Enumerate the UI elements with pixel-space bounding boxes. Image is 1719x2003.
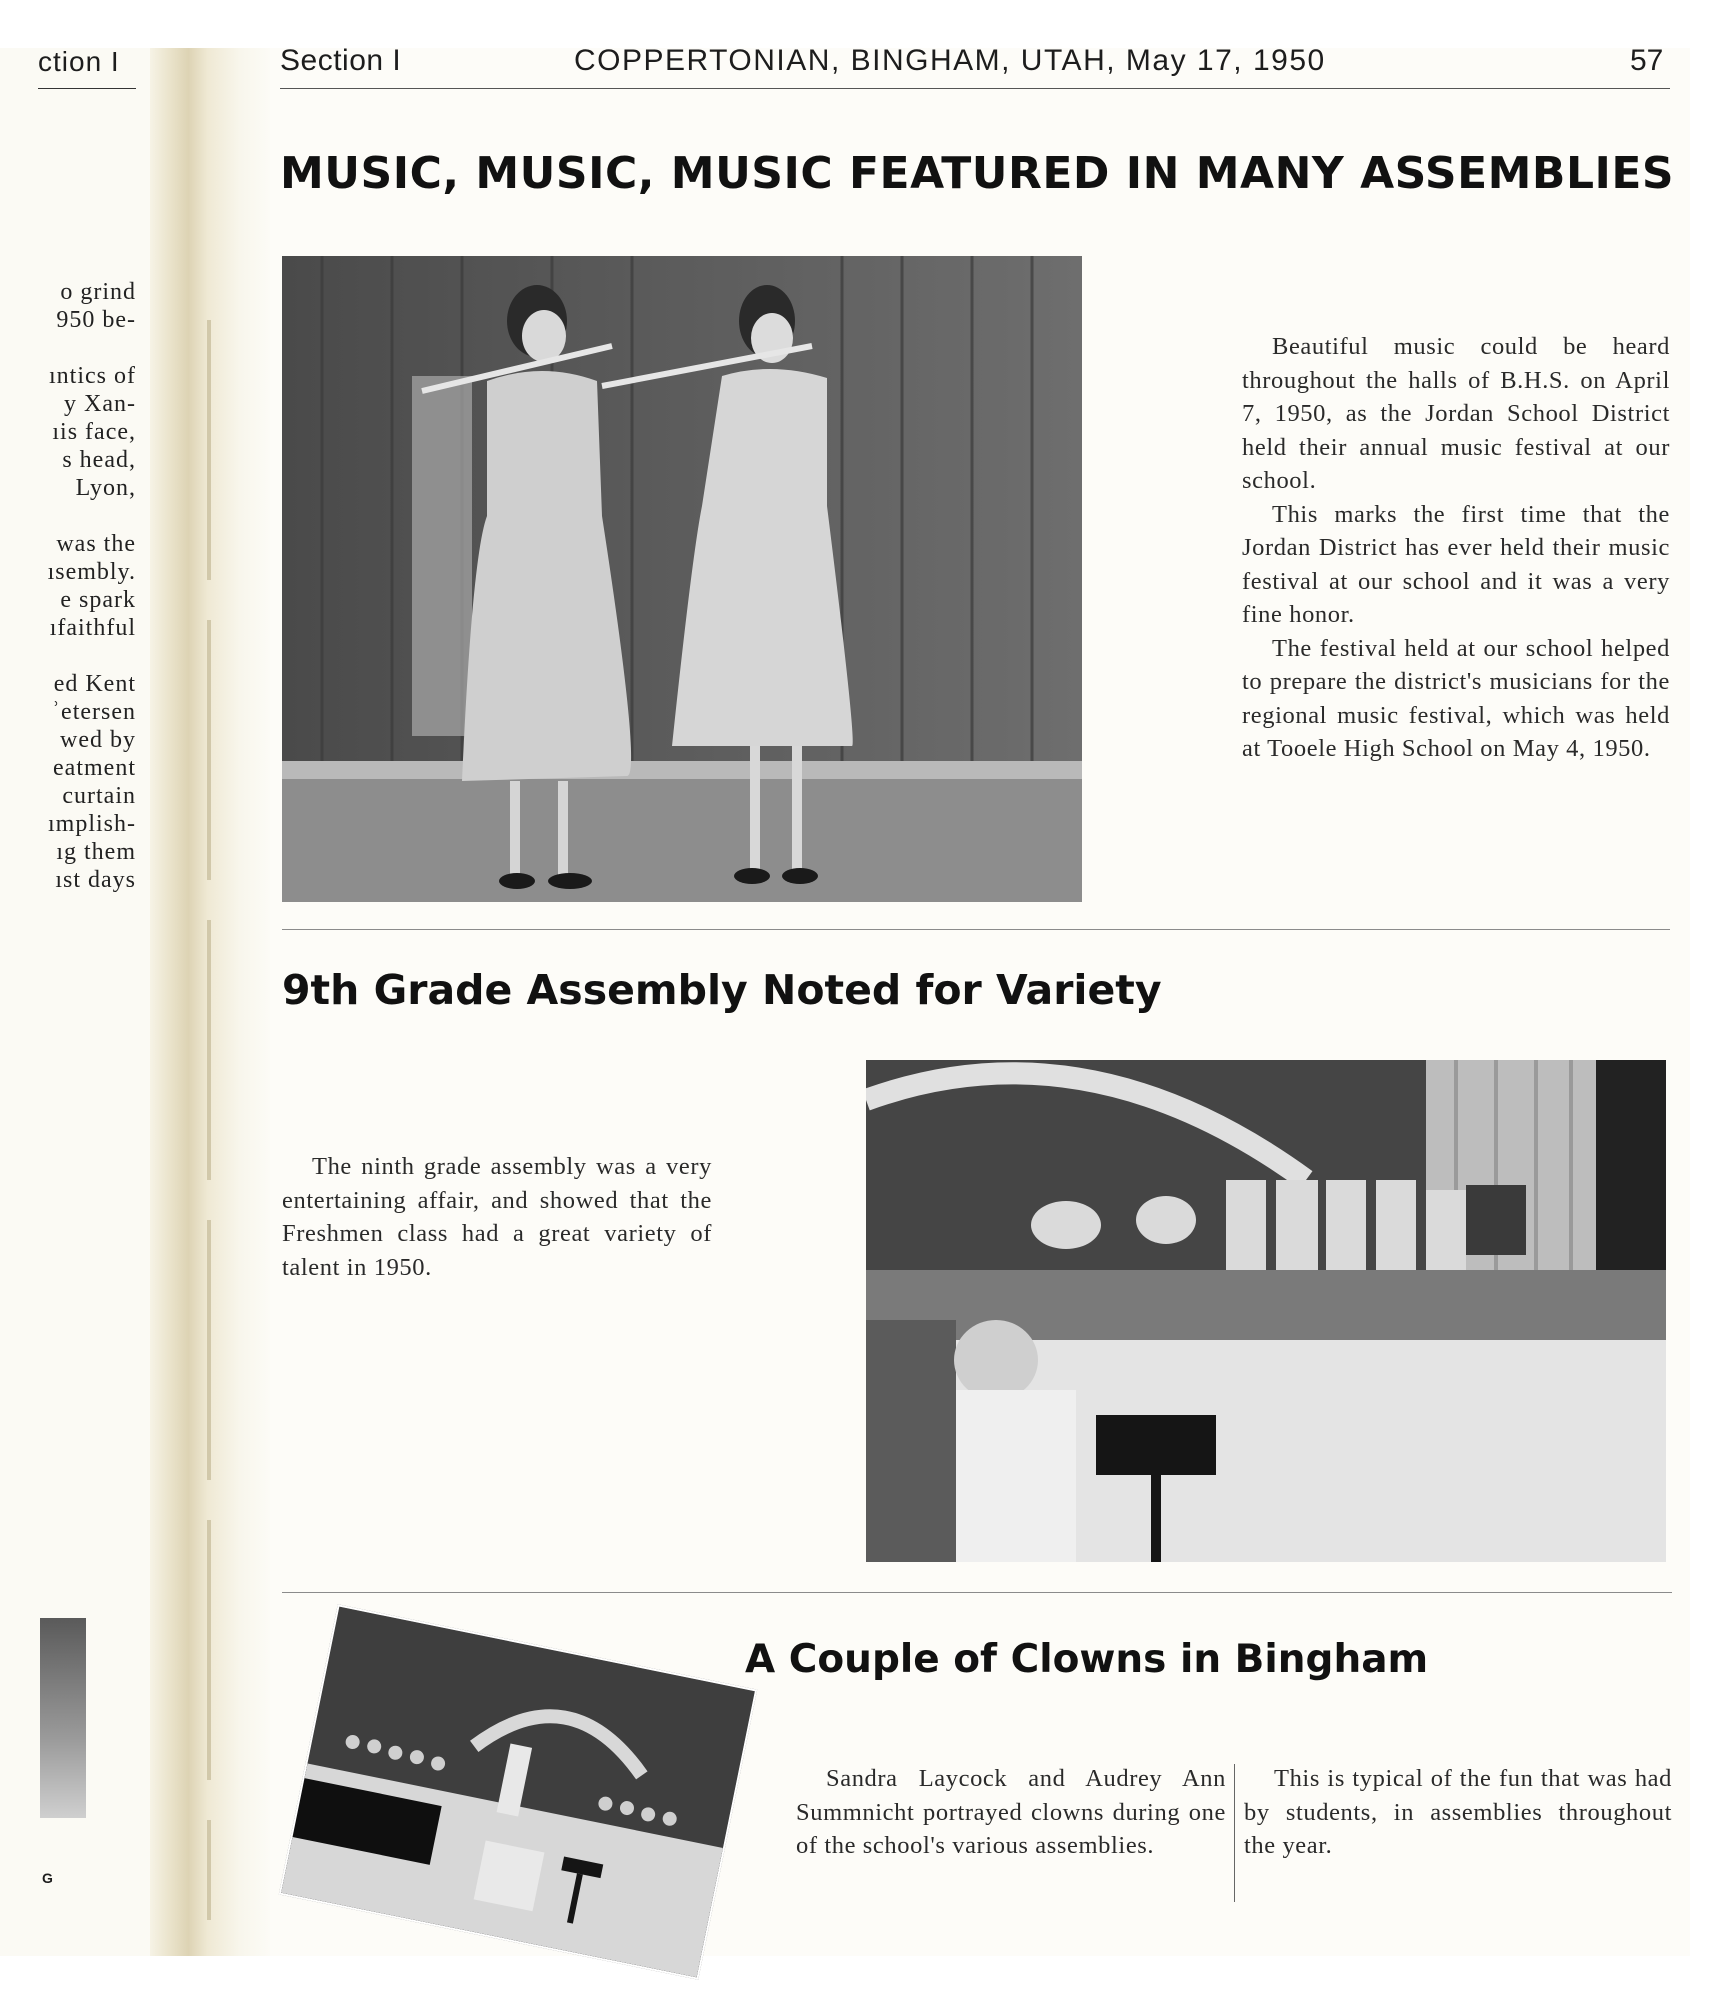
paragraph: This marks the first time that the Jordan District has ever held their music festival at our school and it was a very fine honor. bbox=[1242, 500, 1670, 628]
text-line: ʾetersen bbox=[52, 699, 136, 725]
article-divider bbox=[282, 929, 1670, 930]
previous-page-rule bbox=[38, 88, 136, 89]
text-line: e spark bbox=[60, 587, 136, 613]
previous-page-text-block bbox=[36, 670, 136, 894]
text-line: 950 be- bbox=[56, 307, 136, 333]
paragraph: This is typical of the fun that was had by students, in assemblies throughout the year. bbox=[1244, 1765, 1672, 1859]
text-line: ıntics of bbox=[49, 363, 136, 389]
paragraph: Beautiful music could be heard throughout the halls of B.H.S. on April 7, 1950, as the Jordan School District held their annual music festival at our school. bbox=[1242, 333, 1670, 494]
article-body-music-festival bbox=[1242, 330, 1670, 766]
text-line: ıis face, bbox=[52, 419, 136, 445]
publication-dateline: COPPERTONIAN, BINGHAM, UTAH, May 17, 1950 bbox=[574, 44, 1326, 77]
article-body-clowns-col1 bbox=[796, 1762, 1226, 1863]
previous-page-text-block bbox=[36, 278, 136, 334]
text-line: eatment bbox=[53, 755, 136, 781]
photo-flute-duet bbox=[282, 256, 1082, 902]
text-line: ed Kent bbox=[53, 671, 136, 697]
article-body-clowns-col2 bbox=[1244, 1762, 1672, 1863]
text-line: y Xan- bbox=[64, 391, 136, 417]
text-line: ımplish- bbox=[47, 811, 136, 837]
paragraph: The festival held at our school helped to prepare the district's musicians for the regional music festival, which was held at Tooele High School on May 4, 1950. bbox=[1242, 634, 1670, 762]
headline-music-assemblies: MUSIC, MUSIC, MUSIC FEATURED IN MANY ASSEMBLIES bbox=[280, 148, 1675, 199]
paragraph: Sandra Laycock and Audrey Ann Summnicht portrayed clowns during one of the school's various assemblies. bbox=[796, 1765, 1226, 1859]
text-line: wed by bbox=[60, 727, 136, 753]
article-body-ninth-grade bbox=[282, 1150, 712, 1284]
previous-page-header: ction I bbox=[38, 46, 120, 77]
column-divider bbox=[1234, 1764, 1235, 1902]
header-rule bbox=[280, 88, 1670, 89]
photo-ninth-grade-stage bbox=[866, 1060, 1666, 1562]
text-line: curtain bbox=[62, 783, 136, 809]
previous-page-text-block bbox=[36, 362, 136, 502]
text-line: ıfaithful bbox=[49, 615, 136, 641]
article-divider bbox=[282, 1592, 1672, 1593]
binding-stitch bbox=[207, 320, 211, 1920]
text-line: ıst days bbox=[55, 867, 136, 893]
headline-ninth-grade-assembly: 9th Grade Assembly Noted for Variety bbox=[282, 966, 1162, 1014]
headline-clowns: A Couple of Clowns in Bingham bbox=[745, 1637, 1429, 1682]
text-line: o grind bbox=[60, 279, 136, 305]
text-line: was the bbox=[56, 531, 136, 557]
text-line: ısembly. bbox=[47, 559, 136, 585]
text-line: ıg them bbox=[56, 839, 136, 865]
previous-page-text-block bbox=[36, 530, 136, 642]
text-line: s head, bbox=[62, 447, 136, 473]
section-label: Section I bbox=[280, 44, 402, 77]
previous-page-footer-letter: G bbox=[42, 1870, 53, 1886]
previous-page-photo-edge bbox=[40, 1618, 86, 1818]
text-line: Lyon, bbox=[75, 475, 136, 501]
page-number: 57 bbox=[1630, 44, 1664, 77]
paragraph: The ninth grade assembly was a very entertaining affair, and showed that the Freshmen class had a great variety of talent in 1950. bbox=[282, 1153, 712, 1281]
